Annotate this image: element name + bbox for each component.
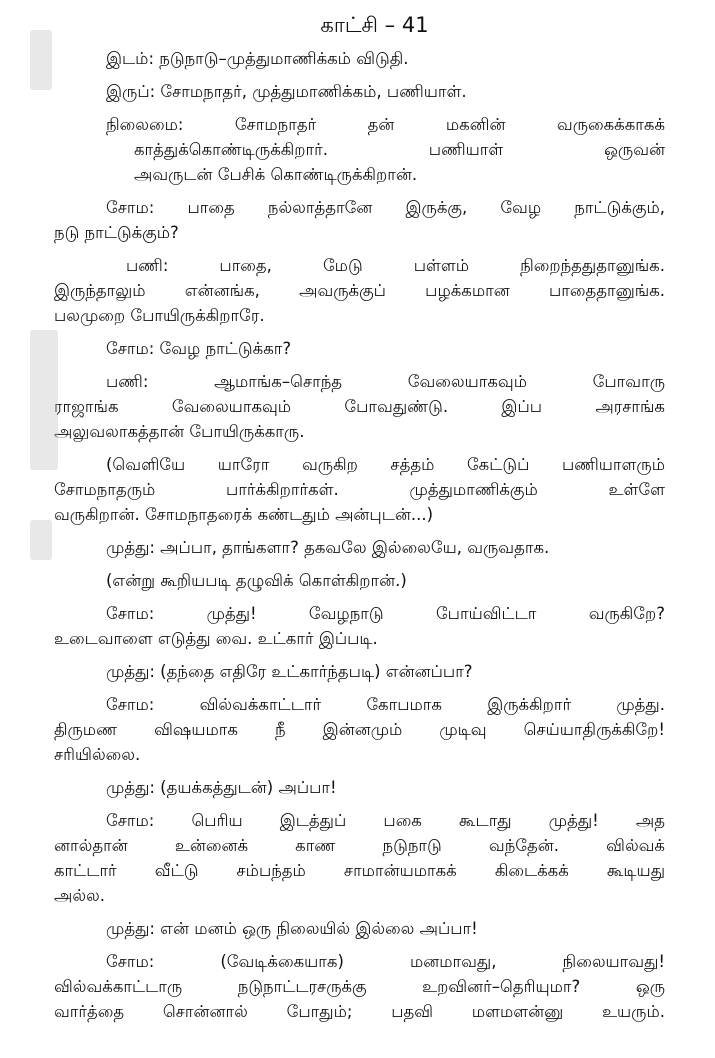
text-line: சரியில்லை. bbox=[54, 745, 141, 764]
text-line: அலுவலாகத்தான் போயிருக்காரு. bbox=[54, 422, 305, 441]
text-line: வில்வக்காட்டாரு நடுநாட்டரசருக்கு உறவினர்–தெரியுமா? ஒரு bbox=[54, 977, 665, 996]
text-line: இடம்: நடுநாடு–முத்துமாணிக்கம் விடுதி. bbox=[106, 49, 409, 68]
text-line: அல்ல. bbox=[54, 886, 105, 905]
text-line: (என்று கூறியபடி தழுவிக் கொள்கிறான்.) bbox=[106, 571, 407, 590]
scene-heading: காட்சி – 41 bbox=[320, 13, 429, 37]
scan-smudge bbox=[30, 520, 52, 560]
scan-smudge bbox=[30, 30, 52, 90]
text-line: பலமுறை போயிருக்கிறாரே. bbox=[54, 306, 265, 325]
text-line: முத்து: (தயக்கத்துடன்) அப்பா! bbox=[106, 778, 337, 797]
text-line: காத்துக்கொண்டிருக்கிறார். பணியாள் ஒருவன் bbox=[134, 140, 665, 159]
script-body bbox=[54, 46, 665, 1024]
text-line: சோமநாதரும் பார்க்கிறார்கள். முத்துமாணிக்கும் உள்ளே bbox=[54, 480, 665, 499]
text-line: பணி: ஆமாங்க–சொந்த வேலையாகவும் போவாரு bbox=[106, 372, 665, 391]
text-line: (வெளியே யாரோ வருகிற சத்தம் கேட்டுப் பணியாளரும் bbox=[106, 455, 665, 474]
text-line: முத்து: அப்பா, தாங்களா? தகவலே இல்லையே, வருவதாக. bbox=[106, 538, 550, 557]
text-line: இருந்தாலும் என்னங்க, அவருக்குப் பழக்கமான பாதைதானுங்க. bbox=[54, 281, 665, 300]
text-line: இருப்: சோமநாதர், முத்துமாணிக்கம், பணியாள். bbox=[106, 82, 467, 101]
text-line: முத்து: என் மனம் ஒரு நிலையில் இல்லை அப்பா! bbox=[106, 919, 478, 938]
text-line: சோம: பெரிய இடத்துப் பகை கூடாது முத்து! அத bbox=[106, 811, 665, 830]
text-line: சோம: வேழ நாட்டுக்கா? bbox=[106, 339, 292, 358]
text-line: அவருடன் பேசிக் கொண்டிருக்கிறான். bbox=[134, 165, 418, 184]
text-line: வார்த்தை சொன்னால் போதும்; பதவி மளமளன்னு உயரும். bbox=[54, 1002, 665, 1021]
text-line: முத்து: (தந்தை எதிரே உட்கார்ந்தபடி) என்னப்பா? bbox=[106, 662, 473, 681]
scan-smudge bbox=[30, 330, 58, 470]
text-line: ராஜாங்க வேலையாகவும் போவதுண்டு. இப்ப அரசாங்க bbox=[54, 397, 665, 416]
text-line: சோம: வில்வக்காட்டார் கோபமாக இருக்கிறார் முத்து. bbox=[106, 695, 665, 714]
text-line: திருமண விஷயமாக நீ இன்னமும் முடிவு செய்யாதிருக்கிறே! bbox=[54, 720, 665, 739]
text-line: சோம: முத்து! வேழநாடு போய்விட்டா வருகிறே? bbox=[106, 604, 665, 623]
text-line: காட்டார் வீட்டு சம்பந்தம் சாமான்யமாகக் கிடைக்கக் கூடியது bbox=[54, 861, 665, 880]
text-line: னால்தான் உன்னைக் காண நடுநாடு வந்தேன். வில்வக் bbox=[54, 836, 665, 855]
text-line: உடைவாளை எடுத்து வை. உட்கார் இப்படி. bbox=[54, 629, 378, 648]
text-line: வருகிறான். சோமநாதரைக் கண்டதும் அன்புடன்...) bbox=[54, 505, 434, 524]
text-line: நிலைமை: சோமநாதர் தன் மகனின் வருகைக்காகக் bbox=[106, 115, 665, 134]
text-line: சோம: (வேடிக்கையாக) மனமாவது, நிலையாவது! bbox=[106, 952, 665, 971]
text-line: சோம: பாதை நல்லாத்தானே இருக்கு, வேழ நாட்டுக்கும், bbox=[106, 198, 665, 217]
text-line: நடு நாட்டுக்கும்? bbox=[54, 223, 179, 242]
text-line: பணி: பாதை, மேடு பள்ளம் நிறைந்ததுதானுங்க. bbox=[126, 256, 665, 275]
